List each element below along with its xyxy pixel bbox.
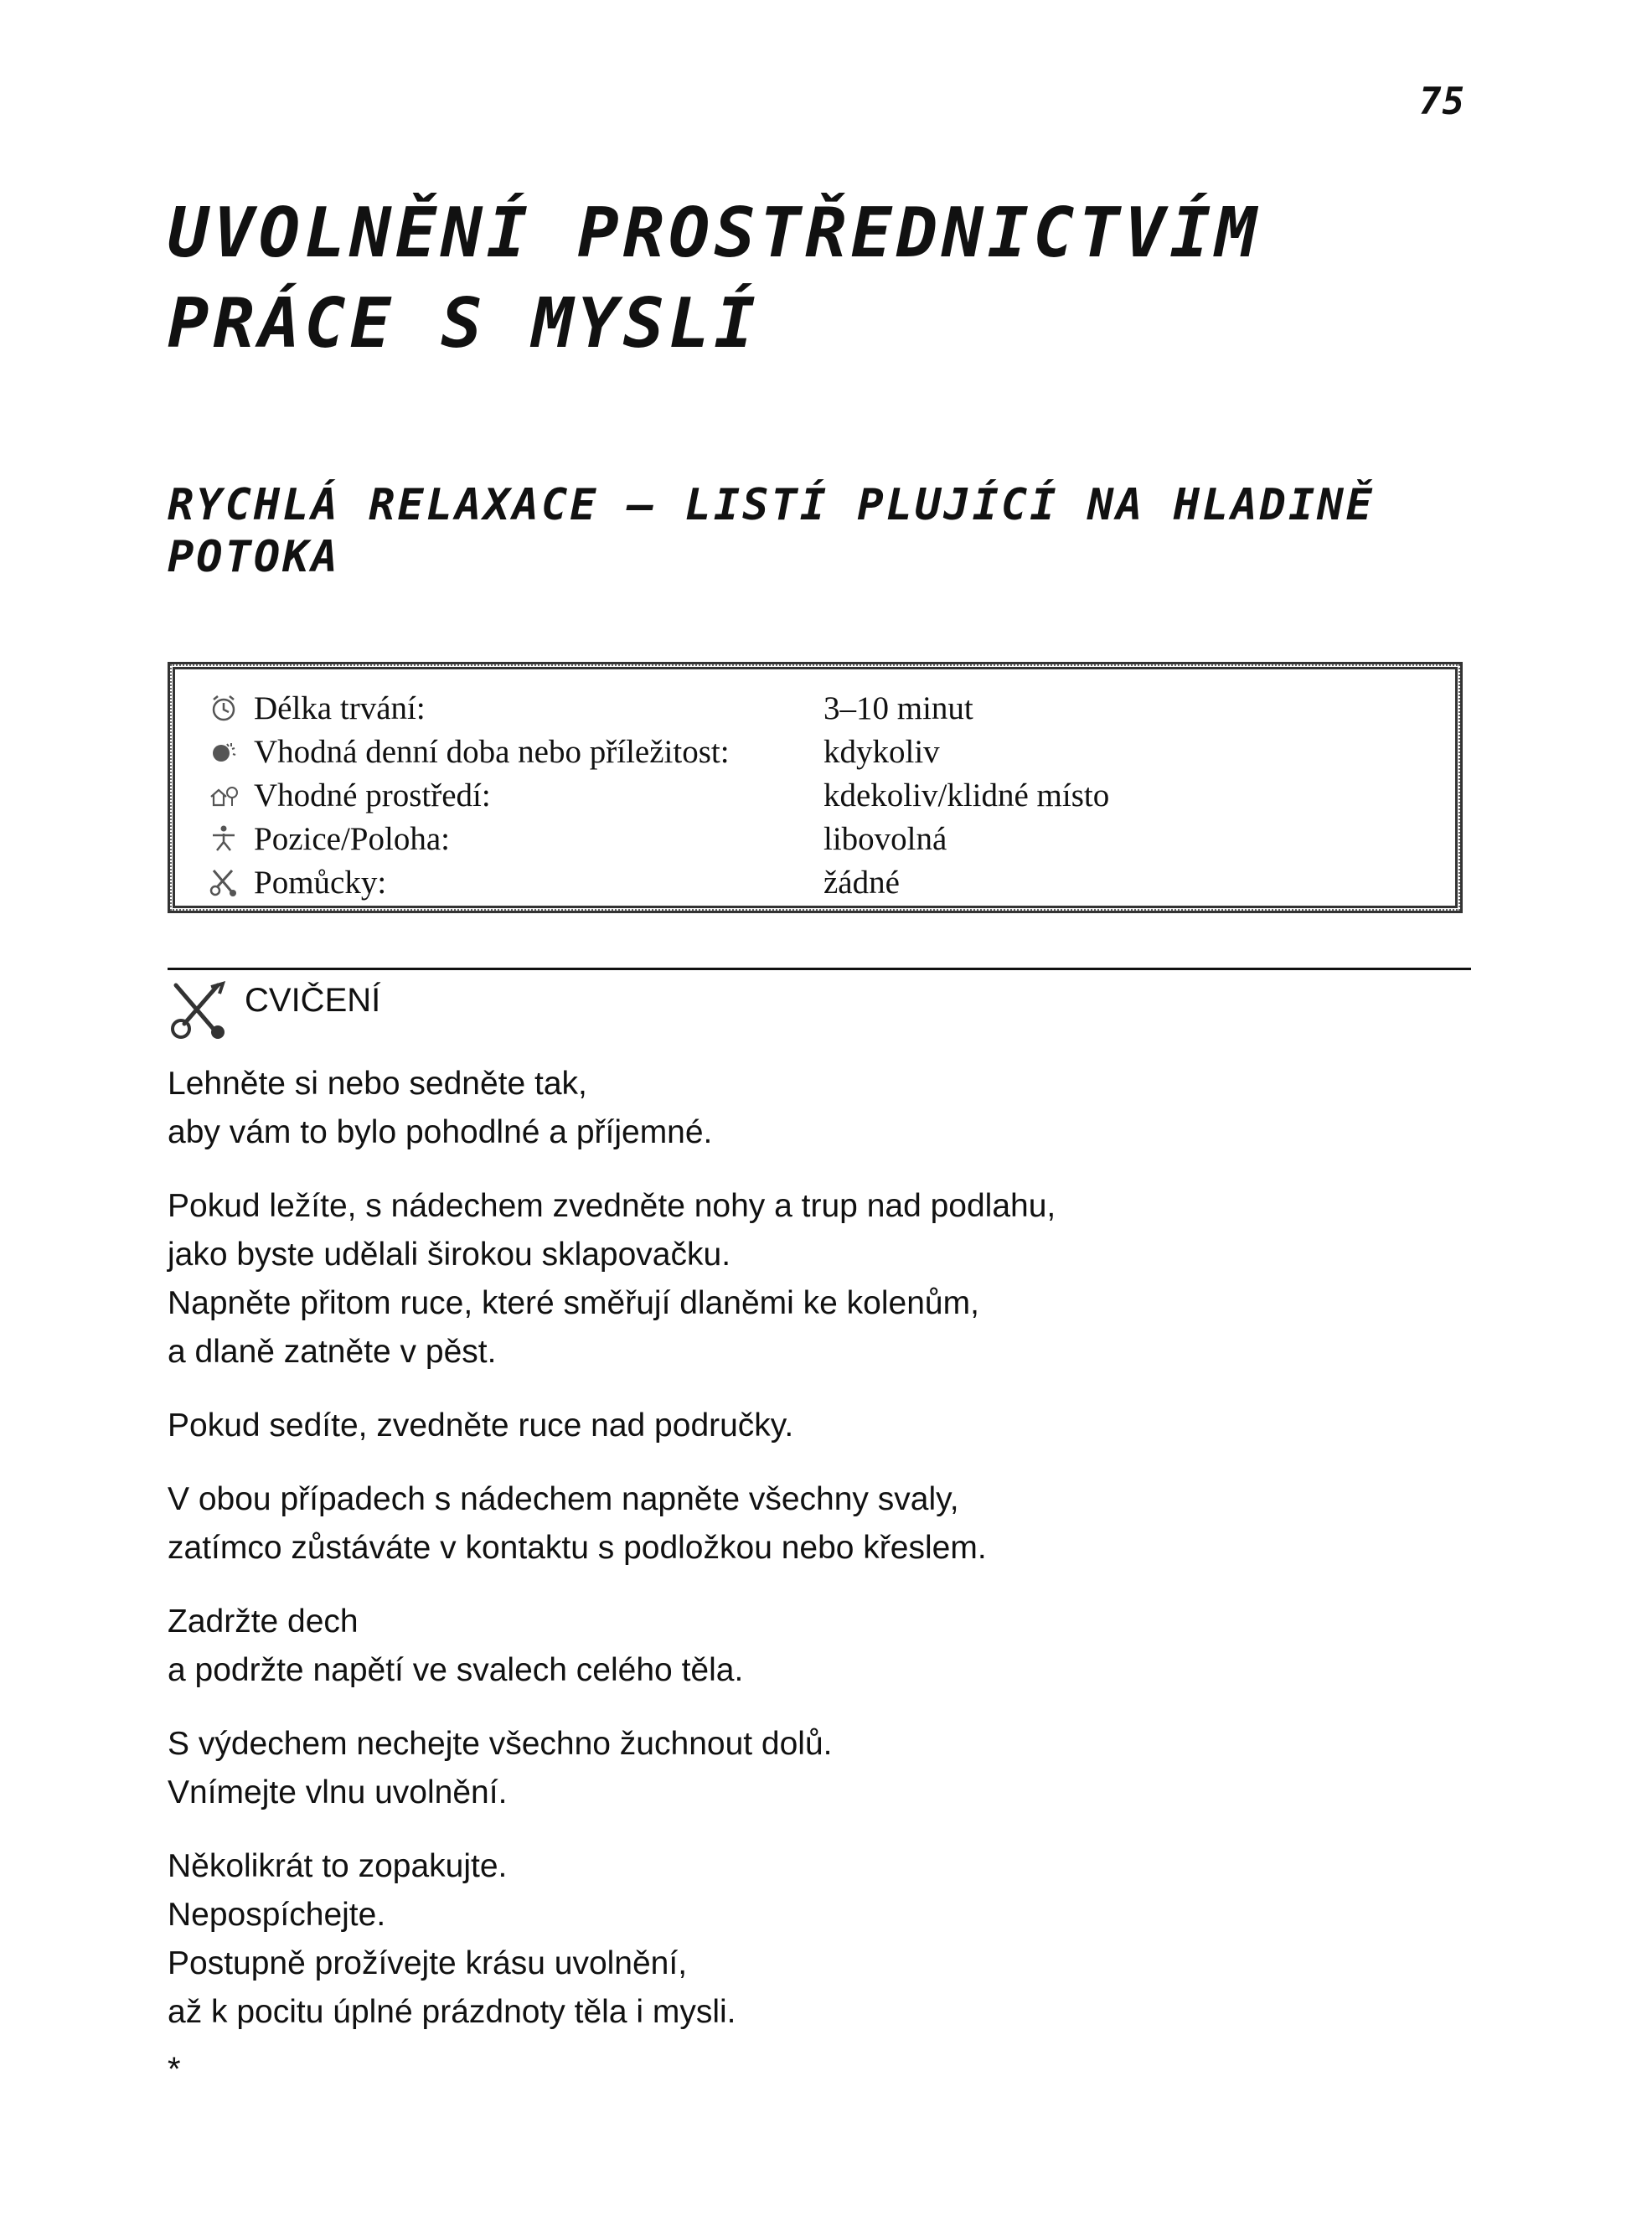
info-label: Vhodné prostředí:: [254, 777, 491, 813]
text-line: zatímco zůstáváte v kontaktu s podložkou nebo křeslem.: [168, 1530, 987, 1566]
text-line: Vnímejte vlnu uvolnění.: [168, 1774, 508, 1810]
paragraph: [168, 1402, 1424, 1450]
info-label: Vhodná denní doba nebo příležitost:: [254, 733, 730, 770]
info-row-equipment: [207, 860, 1455, 904]
house-tree-icon: [207, 778, 240, 812]
paragraph: [168, 1842, 1424, 2037]
info-row-environment: [207, 773, 1455, 817]
info-value: žádné: [823, 864, 900, 901]
info-row-time-of-day: [207, 730, 1455, 773]
paragraph: [168, 1060, 1424, 1157]
exercise-heading: [168, 979, 380, 1042]
info-value: libovolná: [823, 820, 947, 857]
text-line: Lehněte si nebo sedněte tak,: [168, 1066, 587, 1102]
text-line: a podržte napětí ve svalech celého těla.: [168, 1652, 744, 1688]
sun-moon-icon: [207, 735, 240, 768]
text-line: Pokud sedíte, zvedněte ruce nad područky.: [168, 1407, 794, 1444]
tools-icon: [168, 979, 231, 1042]
info-label: Pomůcky:: [254, 864, 387, 901]
paragraph: [168, 1475, 1424, 1573]
section-divider: [168, 968, 1471, 970]
exercise-label: CVIČENÍ: [245, 982, 381, 1019]
text-line: V obou případech s nádechem napněte všechny svaly,: [168, 1481, 959, 1517]
page-title: UVOLNĚNÍ PROSTŘEDNICTVÍM PRÁCE S MYSLÍ: [168, 194, 1261, 364]
exercise-title: RYCHLÁ RELAXACE – LISTÍ PLUJÍCÍ NA HLADINĚ POTOKA: [168, 480, 1375, 582]
text-line: Pokud ležíte, s nádechem zvedněte nohy a trup nad podlahu,: [168, 1188, 1056, 1224]
paragraph: [168, 1598, 1424, 1695]
text-line: Nepospíchejte.: [168, 1897, 386, 1933]
paragraph: [168, 1720, 1424, 1817]
text-line: Několikrát to zopakujte.: [168, 1848, 508, 1884]
info-value: kdekoliv/klidné místo: [823, 777, 1110, 813]
tools-icon: [207, 865, 240, 899]
text-line: a dlaně zatněte v pěst.: [168, 1334, 497, 1370]
clock-icon: [207, 691, 240, 725]
info-row-duration: [207, 686, 1455, 730]
page-number: 75: [1419, 80, 1465, 123]
text-line: až k pocitu úplné prázdnoty těla i mysli.: [168, 1994, 736, 2030]
text-line: Napněte přitom ruce, které směřují dlaněmi ke kolenům,: [168, 1285, 979, 1321]
info-value: kdykoliv: [823, 733, 940, 770]
info-label: Pozice/Poloha:: [254, 820, 450, 857]
exercise-instructions: [168, 1060, 1424, 2062]
info-row-position: [207, 817, 1455, 860]
text-line: Zadržte dech: [168, 1604, 359, 1640]
text-line: Postupně prožívejte krásu uvolnění,: [168, 1945, 688, 1981]
info-label: Délka trvání:: [254, 689, 426, 726]
paragraph: [168, 1182, 1424, 1376]
text-line: S výdechem nechejte všechno žuchnout dolů.: [168, 1726, 833, 1762]
info-box: [168, 662, 1463, 913]
section-end-mark: *: [168, 2051, 181, 2088]
person-icon: [207, 822, 240, 855]
text-line: aby vám to bylo pohodlné a příjemné.: [168, 1114, 713, 1150]
text-line: jako byste udělali širokou sklapovačku.: [168, 1237, 731, 1273]
info-value: 3–10 minut: [823, 689, 973, 726]
